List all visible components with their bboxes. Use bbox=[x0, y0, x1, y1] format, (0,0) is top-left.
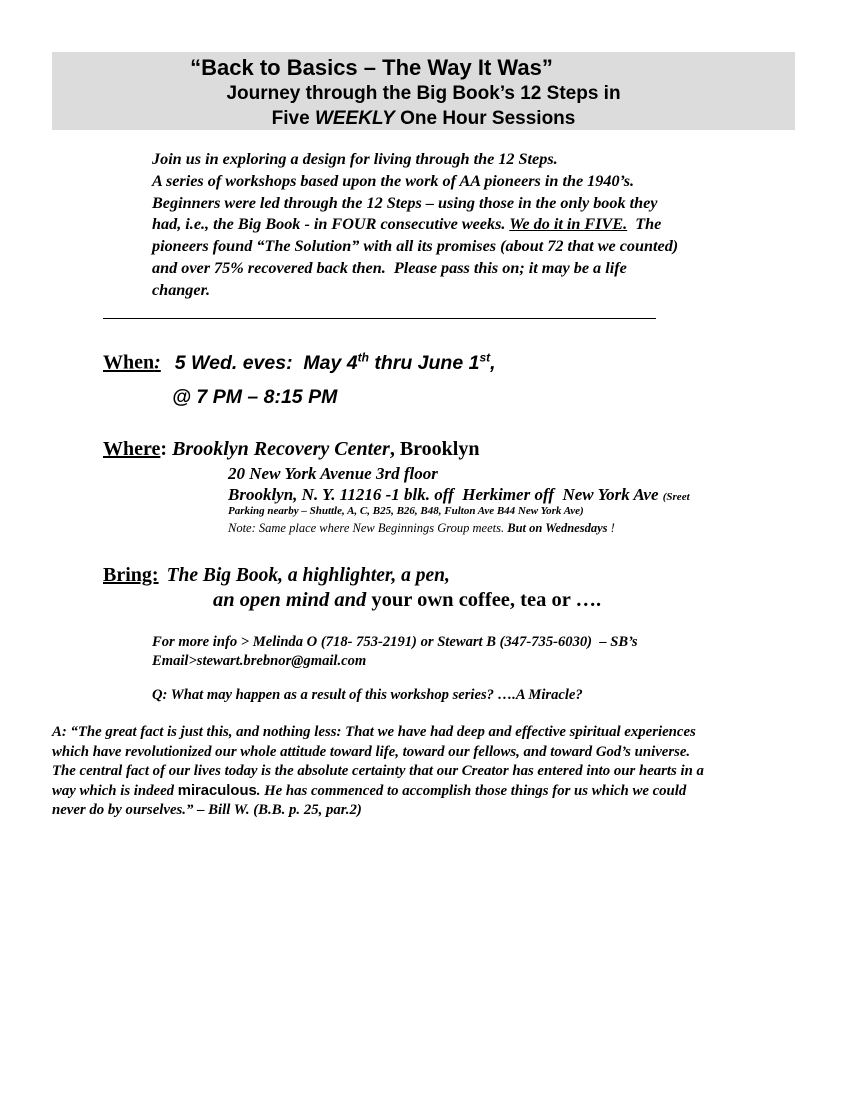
where-colon: : bbox=[160, 438, 173, 460]
when-section bbox=[103, 350, 496, 375]
subtitle-line2-pre: Five bbox=[271, 108, 315, 129]
address-line2-text: Brooklyn, N. Y. 11216 -1 blk. off Herkimer off New York Ave bbox=[228, 485, 663, 504]
subtitle-line1-text: Journey through the Big Book’s 12 Steps in bbox=[226, 83, 621, 104]
address-line2 bbox=[228, 485, 690, 505]
intro-text: had, i.e., the Big Book - in FOUR consecutive weeks. bbox=[152, 215, 510, 234]
parking-info: Parking nearby – Shuttle, A, C, B25, B26, B48, Fulton Ave B44 New York Ave) bbox=[228, 505, 584, 517]
when-dates-start: 5 Wed. eves: May 4 bbox=[174, 351, 358, 374]
where-section bbox=[103, 438, 480, 461]
header-banner bbox=[52, 52, 795, 130]
answer-line: never do by ourselves.” – Bill W. (B.B. p. 25, par.2) bbox=[52, 802, 362, 818]
intro-line: Beginners were led through the 12 Steps – using those in the only book they bbox=[152, 193, 658, 212]
when-label-colon: : bbox=[154, 351, 161, 374]
when-time: @ 7 PM – 8:15 PM bbox=[172, 386, 338, 408]
answer-line: A: “The great fact is just this, and nothing less: That we have had deep and effective spiritual experiences bbox=[52, 724, 696, 740]
intro-line: A series of workshops based upon the work of AA pioneers in the 1940’s. bbox=[152, 171, 635, 190]
venue-note-end: ! bbox=[607, 521, 615, 535]
flyer-subtitle-line2 bbox=[52, 108, 795, 130]
answer-miraculous-word: miraculous bbox=[177, 782, 257, 799]
bring-items-line1: The Big Book, a highlighter, a pen, bbox=[166, 565, 450, 586]
intro-line: Join us in exploring a design for living through the 12 Steps. bbox=[152, 150, 558, 168]
answer-text: way which is indeed bbox=[52, 782, 178, 799]
when-label bbox=[103, 352, 161, 374]
bring-items-plain: your own coffee, tea or …. bbox=[371, 589, 602, 611]
where-label: Where bbox=[103, 438, 161, 460]
intro-line: changer. bbox=[152, 280, 211, 299]
address-line2-small: (Sreet bbox=[662, 491, 690, 503]
when-dates-end: thru June 1 bbox=[368, 351, 480, 374]
intro-line: and over 75% recovered back then. Please pass this on; it may be a life bbox=[152, 258, 627, 277]
answer-text: . He has commenced to accomplish those things for us which we could bbox=[256, 782, 687, 799]
when-superscript: st bbox=[479, 350, 491, 364]
venue-note-text: Note: Same place where New Beginnings Group meets. bbox=[228, 521, 508, 535]
when-dates bbox=[175, 352, 496, 374]
address-line1: 20 New York Avenue 3rd floor bbox=[228, 464, 438, 483]
intro-text: The bbox=[627, 215, 662, 234]
venue-name: Brooklyn Recovery Center bbox=[172, 438, 390, 460]
flyer-title: “Back to Basics – The Way It Was” bbox=[190, 55, 553, 80]
intro-underlined-text: We do it in FIVE. bbox=[509, 215, 628, 234]
intro-line: pioneers found “The Solution” with all its promises (about 72 that we counted) bbox=[152, 237, 679, 256]
subtitle-line2-post: One Hour Sessions bbox=[394, 108, 576, 129]
when-superscript: th bbox=[357, 350, 369, 364]
bring-items-line2 bbox=[213, 589, 601, 612]
horizontal-divider bbox=[103, 318, 656, 319]
bring-label: Bring: bbox=[103, 564, 159, 586]
answer-quote bbox=[52, 723, 802, 821]
when-label-text: When bbox=[103, 351, 155, 374]
answer-line: The central fact of our lives today is the absolute certainty that our Creator has entered into our hearts in a bbox=[52, 763, 704, 779]
intro-line bbox=[152, 214, 812, 236]
question-text: Q: What may happen as a result of this workshop series? ….A Miracle? bbox=[152, 687, 583, 703]
venue-city: , Brooklyn bbox=[389, 438, 480, 460]
bring-section bbox=[103, 564, 450, 587]
venue-note bbox=[228, 521, 615, 536]
contact-email: Email>stewart.brebnor@gmail.com bbox=[152, 653, 367, 669]
answer-line: which have revolutionized our whole attitude toward life, toward our fellows, and toward God’s universe. bbox=[52, 743, 691, 760]
flyer-subtitle-line1 bbox=[52, 83, 795, 105]
intro-paragraph bbox=[152, 149, 812, 302]
when-dates-comma: , bbox=[490, 351, 496, 374]
bring-items-italic: an open mind and bbox=[213, 589, 372, 611]
answer-line bbox=[52, 782, 802, 802]
venue-note-bold: But on Wednesdays bbox=[507, 521, 608, 535]
subtitle-weekly-emphasis: WEEKLY bbox=[314, 108, 395, 129]
contact-info: For more info > Melinda O (718- 753-2191) or Stewart B (347-735-6030) – SB’s bbox=[152, 634, 638, 650]
